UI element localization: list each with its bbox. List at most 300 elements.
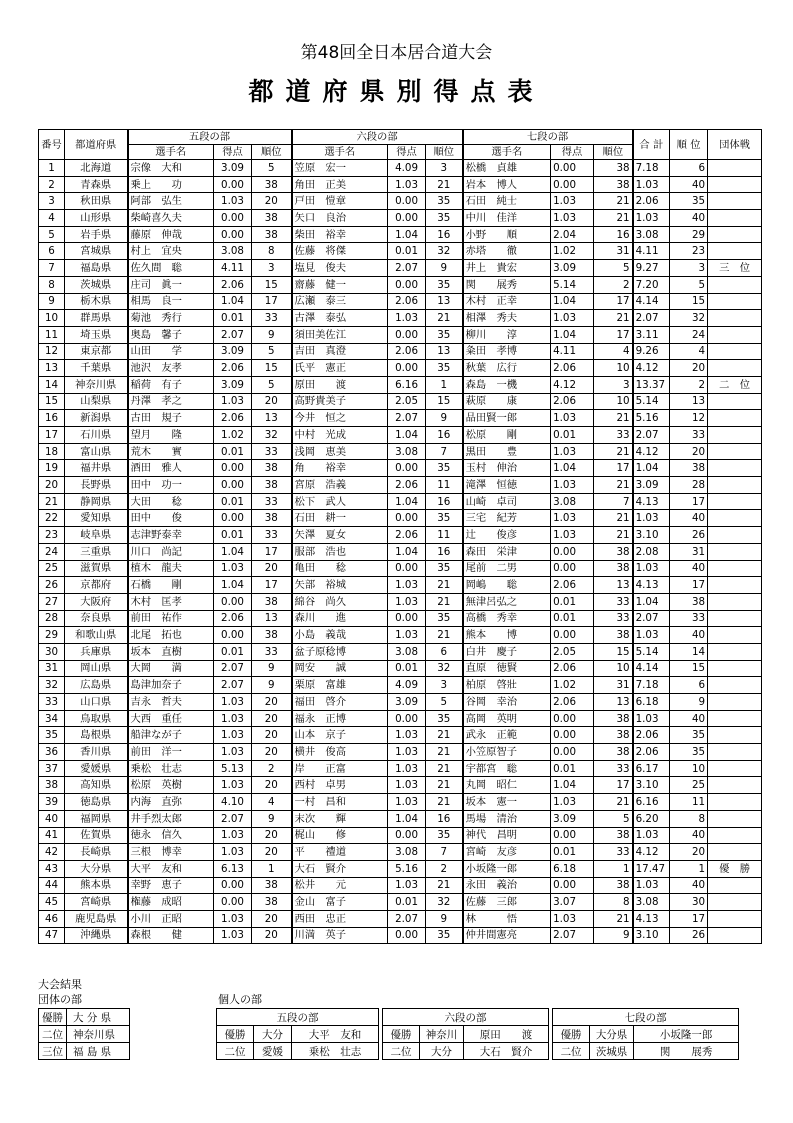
score-7dan: 0.00 [551, 744, 594, 761]
player-5dan: 庄司 眞一 [128, 276, 214, 293]
team-result [708, 226, 762, 243]
score-5dan: 1.03 [214, 727, 252, 744]
score-7dan: 0.01 [551, 427, 594, 444]
score-5dan: 0.01 [214, 493, 252, 510]
prefecture: 熊本県 [65, 877, 128, 894]
score-6dan: 3.09 [388, 694, 426, 711]
rank-7dan: 16 [594, 226, 633, 243]
score-6dan: 1.03 [388, 310, 426, 327]
rank-5dan: 20 [252, 393, 292, 410]
player-6dan: 石田 耕一 [292, 510, 388, 527]
score-7dan: 1.04 [551, 460, 594, 477]
table-row [39, 276, 762, 293]
col-pref: 都道府県 [65, 130, 128, 160]
team-result [708, 410, 762, 427]
prefecture: 長崎県 [65, 844, 128, 861]
total-score: 13.37 [633, 376, 670, 393]
rank-7dan: 13 [594, 577, 633, 594]
table-row [39, 777, 762, 794]
total-rank: 20 [670, 844, 708, 861]
score-6dan: 1.03 [388, 627, 426, 644]
score-5dan: 0.00 [214, 510, 252, 527]
player-6dan: 山本 京子 [292, 727, 388, 744]
score-7dan: 2.07 [551, 927, 594, 944]
rank-6dan: 16 [426, 543, 463, 560]
rank-7dan: 38 [594, 727, 633, 744]
table-row [39, 744, 762, 761]
score-5dan: 1.03 [214, 193, 252, 210]
rank-6dan: 35 [426, 510, 463, 527]
total-score: 3.11 [633, 326, 670, 343]
rank-6dan: 21 [426, 877, 463, 894]
player-7dan: 谷岡 幸治 [463, 694, 551, 711]
score-6dan: 1.04 [388, 226, 426, 243]
prefecture: 山口県 [65, 694, 128, 711]
total-rank: 23 [670, 243, 708, 260]
prefecture: 富山県 [65, 443, 128, 460]
player-6dan: 高野貴美子 [292, 393, 388, 410]
prefecture: 岐阜県 [65, 527, 128, 544]
rank-5dan: 5 [252, 376, 292, 393]
total-score: 7.18 [633, 677, 670, 694]
table-row [39, 393, 762, 410]
rank-6dan: 35 [426, 710, 463, 727]
row-number: 1 [39, 160, 65, 177]
team-result [708, 527, 762, 544]
score-7dan: 1.03 [551, 527, 594, 544]
rank-7dan: 38 [594, 827, 633, 844]
table-row [39, 226, 762, 243]
player-name: 関 展秀 [634, 1043, 739, 1060]
rank-5dan: 15 [252, 360, 292, 377]
rank-7dan: 15 [594, 643, 633, 660]
rank-5dan: 9 [252, 810, 292, 827]
rank-6dan: 21 [426, 310, 463, 327]
total-score: 1.03 [633, 176, 670, 193]
prefecture: 茨城県 [590, 1043, 634, 1060]
prefecture: 石川県 [65, 427, 128, 444]
table-row [39, 410, 762, 427]
rank-5dan: 20 [252, 694, 292, 711]
total-score: 1.04 [633, 460, 670, 477]
prefecture: 山形県 [65, 210, 128, 227]
score-5dan: 0.01 [214, 443, 252, 460]
player-5dan: 大田 稔 [128, 493, 214, 510]
team-result [708, 493, 762, 510]
row-number: 33 [39, 694, 65, 711]
score-5dan: 0.01 [214, 310, 252, 327]
table-row [39, 844, 762, 861]
prefecture: 岩手県 [65, 226, 128, 243]
row-number: 34 [39, 710, 65, 727]
placement: 三位 [39, 1043, 67, 1060]
team-result [708, 827, 762, 844]
row-number: 37 [39, 760, 65, 777]
score-7dan: 0.00 [551, 827, 594, 844]
total-rank: 15 [670, 293, 708, 310]
player-6dan: 矢口 良治 [292, 210, 388, 227]
prefecture: 兵庫県 [65, 643, 128, 660]
rank-5dan: 17 [252, 293, 292, 310]
score-5dan: 2.07 [214, 810, 252, 827]
score-5dan: 0.00 [214, 877, 252, 894]
prefecture: 福島県 [65, 260, 128, 277]
page-title: 都道府県別得点表 [248, 77, 545, 106]
rank-6dan: 35 [426, 360, 463, 377]
score-5dan: 4.10 [214, 794, 252, 811]
rank-6dan: 35 [426, 276, 463, 293]
rank-7dan: 1 [594, 860, 633, 877]
player-6dan: 浅岡 恵美 [292, 443, 388, 460]
row-number: 3 [39, 193, 65, 210]
score-7dan: 1.03 [551, 510, 594, 527]
player-6dan: 佐藤 将傑 [292, 243, 388, 260]
rank-5dan: 20 [252, 844, 292, 861]
player-7dan: 品田賢一郎 [463, 410, 551, 427]
total-score: 7.20 [633, 276, 670, 293]
rank-6dan: 35 [426, 560, 463, 577]
player-5dan: 池沢 友孝 [128, 360, 214, 377]
total-rank: 10 [670, 760, 708, 777]
score-7dan: 0.00 [551, 543, 594, 560]
total-rank: 6 [670, 677, 708, 694]
player-7dan: 坂本 憲一 [463, 794, 551, 811]
prefecture: 大分県 [65, 860, 128, 877]
score-7dan: 6.18 [551, 860, 594, 877]
rank-6dan: 13 [426, 343, 463, 360]
player-5dan: 川口 尚記 [128, 543, 214, 560]
score-5dan: 1.03 [214, 694, 252, 711]
table-row [39, 543, 762, 560]
score-7dan: 1.03 [551, 193, 594, 210]
table-row [39, 210, 762, 227]
total-rank: 17 [670, 910, 708, 927]
rank-6dan: 21 [426, 176, 463, 193]
team-result [708, 760, 762, 777]
team-results-table [38, 1008, 130, 1060]
rank-5dan: 38 [252, 477, 292, 494]
player-6dan: 矢澤 夏女 [292, 527, 388, 544]
score-5dan: 0.00 [214, 477, 252, 494]
prefecture: 青森県 [65, 176, 128, 193]
rank-5dan: 2 [252, 760, 292, 777]
prefecture: 栃木県 [65, 293, 128, 310]
total-score: 2.06 [633, 193, 670, 210]
player-7dan: 林 悟 [463, 910, 551, 927]
team-result [708, 927, 762, 944]
team-result [708, 393, 762, 410]
score-5dan: 0.01 [214, 527, 252, 544]
total-rank: 8 [670, 810, 708, 827]
prefecture: 広島県 [65, 677, 128, 694]
rank-5dan: 4 [252, 794, 292, 811]
score-6dan: 0.00 [388, 460, 426, 477]
player-6dan: 小島 義哉 [292, 627, 388, 644]
team-result-row [39, 1009, 130, 1026]
total-rank: 12 [670, 410, 708, 427]
rank-6dan: 16 [426, 427, 463, 444]
col-rank-7: 順位 [594, 145, 633, 160]
player-5dan: 田中 功一 [128, 477, 214, 494]
rank-5dan: 20 [252, 777, 292, 794]
row-number: 44 [39, 877, 65, 894]
rank-5dan: 8 [252, 243, 292, 260]
score-6dan: 3.08 [388, 443, 426, 460]
prefecture: 神奈川 [420, 1026, 464, 1043]
player-7dan: 井上 貴宏 [463, 260, 551, 277]
total-rank: 26 [670, 927, 708, 944]
prefecture: 大 分 県 [67, 1009, 130, 1026]
score-7dan: 0.00 [551, 727, 594, 744]
rank-5dan: 33 [252, 310, 292, 327]
player-7dan: 丸岡 昭仁 [463, 777, 551, 794]
score-7dan: 0.00 [551, 710, 594, 727]
score-5dan: 2.06 [214, 610, 252, 627]
prefecture: 愛媛県 [65, 760, 128, 777]
individual-group-header: 七段の部 [553, 1009, 739, 1026]
table-row [39, 193, 762, 210]
player-7dan: 岩本 博人 [463, 176, 551, 193]
rank-6dan: 11 [426, 477, 463, 494]
prefecture: 沖縄県 [65, 927, 128, 944]
row-number: 6 [39, 243, 65, 260]
row-number: 29 [39, 627, 65, 644]
row-number: 12 [39, 343, 65, 360]
total-score: 5.14 [633, 393, 670, 410]
prefecture: 愛媛 [254, 1043, 292, 1060]
placement: 優勝 [553, 1026, 590, 1043]
rank-6dan: 1 [426, 376, 463, 393]
team-result [708, 710, 762, 727]
total-score: 4.13 [633, 493, 670, 510]
player-6dan: 戸田 愷章 [292, 193, 388, 210]
placement: 優勝 [217, 1026, 254, 1043]
player-6dan: 原田 渡 [292, 376, 388, 393]
player-7dan: 仲井間憲亮 [463, 927, 551, 944]
rank-6dan: 7 [426, 443, 463, 460]
player-5dan: 奥島 馨子 [128, 326, 214, 343]
score-5dan: 1.04 [214, 543, 252, 560]
col-total: 合 計 [633, 130, 670, 160]
team-result [708, 160, 762, 177]
rank-7dan: 33 [594, 593, 633, 610]
total-score: 3.08 [633, 226, 670, 243]
player-5dan: 徳永 信久 [128, 827, 214, 844]
row-number: 30 [39, 643, 65, 660]
score-6dan: 3.08 [388, 844, 426, 861]
total-rank: 38 [670, 460, 708, 477]
row-number: 23 [39, 527, 65, 544]
rank-5dan: 38 [252, 593, 292, 610]
rank-5dan: 9 [252, 660, 292, 677]
team-result [708, 744, 762, 761]
rank-7dan: 38 [594, 176, 633, 193]
table-row [39, 643, 762, 660]
total-rank: 17 [670, 493, 708, 510]
score-6dan: 2.06 [388, 527, 426, 544]
rank-5dan: 38 [252, 877, 292, 894]
rank-7dan: 38 [594, 560, 633, 577]
score-7dan: 4.12 [551, 376, 594, 393]
score-6dan: 1.03 [388, 794, 426, 811]
col-player-6: 選手名 [292, 145, 388, 160]
total-score: 1.03 [633, 210, 670, 227]
player-5dan: 宗像 大和 [128, 160, 214, 177]
table-row [39, 560, 762, 577]
individual-header-row [217, 1009, 739, 1026]
table-row [39, 376, 762, 393]
rank-5dan: 20 [252, 744, 292, 761]
total-rank: 17 [670, 577, 708, 594]
row-number: 20 [39, 477, 65, 494]
team-result [708, 694, 762, 711]
rank-6dan: 21 [426, 627, 463, 644]
player-name: 原田 渡 [464, 1026, 549, 1043]
total-score: 1.03 [633, 877, 670, 894]
table-row [39, 727, 762, 744]
table-row [39, 794, 762, 811]
table-row [39, 810, 762, 827]
rank-6dan: 21 [426, 744, 463, 761]
player-6dan: 中村 光成 [292, 427, 388, 444]
player-5dan: 丹澤 孝之 [128, 393, 214, 410]
total-score: 1.04 [633, 593, 670, 610]
table-row [39, 610, 762, 627]
table-row [39, 360, 762, 377]
rank-7dan: 21 [594, 910, 633, 927]
total-score: 1.03 [633, 560, 670, 577]
score-7dan: 2.04 [551, 226, 594, 243]
row-number: 45 [39, 894, 65, 911]
team-result [708, 543, 762, 560]
total-rank: 5 [670, 276, 708, 293]
total-rank: 20 [670, 360, 708, 377]
player-6dan: 盆子原稔博 [292, 643, 388, 660]
row-number: 32 [39, 677, 65, 694]
table-row [39, 326, 762, 343]
prefecture: 愛知県 [65, 510, 128, 527]
table-row [39, 593, 762, 610]
score-7dan: 0.01 [551, 610, 594, 627]
team-result [708, 310, 762, 327]
team-result [708, 794, 762, 811]
table-row [39, 176, 762, 193]
player-6dan: 綿谷 尚久 [292, 593, 388, 610]
total-score: 3.10 [633, 927, 670, 944]
score-6dan: 1.03 [388, 760, 426, 777]
score-7dan: 1.04 [551, 777, 594, 794]
player-7dan: 小野 順 [463, 226, 551, 243]
score-7dan: 2.06 [551, 360, 594, 377]
score-7dan: 3.08 [551, 493, 594, 510]
total-rank: 11 [670, 794, 708, 811]
rank-5dan: 33 [252, 527, 292, 544]
table-row [39, 660, 762, 677]
player-7dan: 柏原 啓壯 [463, 677, 551, 694]
player-7dan: 永田 義治 [463, 877, 551, 894]
prefecture: 群馬県 [65, 310, 128, 327]
score-5dan: 0.00 [214, 210, 252, 227]
prefecture: 宮城県 [65, 243, 128, 260]
score-5dan: 6.13 [214, 860, 252, 877]
row-number: 24 [39, 543, 65, 560]
rank-5dan: 38 [252, 176, 292, 193]
rank-6dan: 32 [426, 243, 463, 260]
player-6dan: 松井 元 [292, 877, 388, 894]
score-5dan: 1.03 [214, 844, 252, 861]
score-7dan: 0.00 [551, 176, 594, 193]
player-5dan: 前田 洋一 [128, 744, 214, 761]
team-result-row [39, 1026, 130, 1043]
table-row [39, 627, 762, 644]
score-5dan: 2.06 [214, 410, 252, 427]
total-score: 9.26 [633, 343, 670, 360]
score-7dan: 0.00 [551, 627, 594, 644]
player-7dan: 萩原 康 [463, 393, 551, 410]
rank-7dan: 33 [594, 760, 633, 777]
player-7dan: 松原 剛 [463, 427, 551, 444]
prefecture: 奈良県 [65, 610, 128, 627]
table-row [39, 577, 762, 594]
score-5dan: 0.00 [214, 627, 252, 644]
team-result [708, 577, 762, 594]
team-result [708, 660, 762, 677]
total-score: 5.14 [633, 643, 670, 660]
prefecture: 大分 [420, 1043, 464, 1060]
score-5dan: 0.00 [214, 226, 252, 243]
player-name: 小坂隆一郎 [634, 1026, 739, 1043]
rank-5dan: 38 [252, 226, 292, 243]
total-score: 6.18 [633, 694, 670, 711]
player-7dan: 相澤 秀夫 [463, 310, 551, 327]
total-rank: 15 [670, 660, 708, 677]
rank-5dan: 38 [252, 894, 292, 911]
player-5dan: 田中 俊 [128, 510, 214, 527]
player-7dan: 高岡 英明 [463, 710, 551, 727]
rank-5dan: 38 [252, 210, 292, 227]
prefecture: 高知県 [65, 777, 128, 794]
individual-results-heading: 個人の部 [218, 993, 262, 1006]
table-row [39, 493, 762, 510]
group-7dan: 七段の部 [463, 130, 633, 145]
team-result-row [39, 1043, 130, 1060]
team-result [708, 894, 762, 911]
rank-5dan: 13 [252, 410, 292, 427]
total-score: 1.03 [633, 510, 670, 527]
team-result [708, 343, 762, 360]
score-5dan: 5.13 [214, 760, 252, 777]
score-7dan: 1.03 [551, 443, 594, 460]
rank-7dan: 8 [594, 894, 633, 911]
rank-7dan: 21 [594, 443, 633, 460]
prefecture: 茨城県 [65, 276, 128, 293]
player-6dan: 広瀬 泰三 [292, 293, 388, 310]
score-5dan: 0.00 [214, 460, 252, 477]
row-number: 19 [39, 460, 65, 477]
rank-7dan: 38 [594, 744, 633, 761]
player-5dan: 幸野 恵子 [128, 877, 214, 894]
total-score: 4.12 [633, 844, 670, 861]
score-6dan: 1.04 [388, 543, 426, 560]
prefecture: 福井県 [65, 460, 128, 477]
player-5dan: 乗松 壮志 [128, 760, 214, 777]
total-rank: 30 [670, 894, 708, 911]
player-7dan: 宮崎 友彦 [463, 844, 551, 861]
table-row [39, 877, 762, 894]
player-5dan: 三根 博幸 [128, 844, 214, 861]
results-heading: 大会結果 [38, 978, 82, 991]
player-5dan: 酒田 雅人 [128, 460, 214, 477]
